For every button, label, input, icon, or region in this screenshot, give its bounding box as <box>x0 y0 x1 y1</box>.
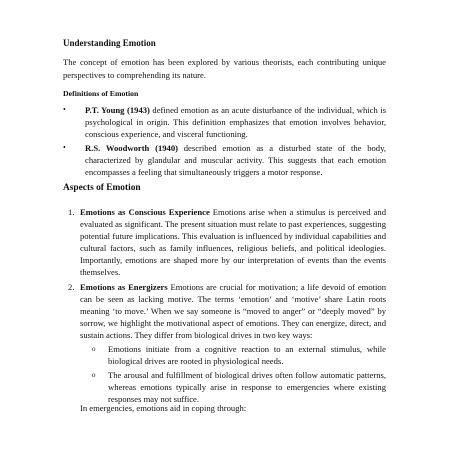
list-number: 2. <box>68 281 75 292</box>
sub-list-item <box>84 343 386 367</box>
aspect-title: Emotions as Energizers <box>80 281 168 292</box>
definition-author: P.T. Young (1943) <box>85 105 150 115</box>
closing-line: In emergencies, emotions aid in coping through: <box>80 403 247 413</box>
definition-item <box>63 142 386 178</box>
definition-author: R.S. Woodworth (1940) <box>85 143 178 154</box>
intro-paragraph: The concept of emotion has been explored by various theorists, each contributing unique perspectives to comprehending its nature. <box>63 57 386 80</box>
aspect-text: Emotions are crucial for motivation; a life devoid of emotion can be seen as lacking motive. The terms ‘emotion’ and ‘motive’ share Latin roots meaning ‘to move.’ When we say someone is “moved to anger” or “deeply moved” by sorrow, we highlight the motivational aspect of emotions. They can energize, direct, and sustain actions. They differ from biological drives in two key ways: <box>80 281 386 340</box>
bullet-icon: • <box>63 143 66 153</box>
bullet-icon: • <box>63 105 66 114</box>
document-title: Understanding Emotion <box>63 38 156 48</box>
circle-bullet-icon: o <box>92 345 96 354</box>
definition-text: described emotion as a disturbed state of the body, characterized by glandular and muscular activity. This suggests that each emotion encompasses a feeling that simultaneously triggers a motor response. <box>85 143 386 178</box>
circle-bullet-icon: o <box>92 371 96 380</box>
aspect-title: Emotions as Conscious Experience <box>80 207 210 217</box>
definitions-list <box>63 104 386 181</box>
aspect-item <box>63 206 386 279</box>
sub-list-item <box>84 369 386 405</box>
definition-item <box>63 104 386 140</box>
drive-differences-list <box>80 343 386 405</box>
sub-item-text: Emotions initiate from a cognitive reaction to an external stimulus, while biological drives are rooted in physiological needs. <box>108 344 386 367</box>
aspects-heading: Aspects of Emotion <box>63 183 141 193</box>
definitions-heading: Definitions of Emotion <box>63 89 139 98</box>
aspects-list <box>63 206 386 408</box>
aspect-item <box>63 281 386 406</box>
sub-item-text: The arousal and fulfillment of biological drives often follow automatic patterns, whereas emotions typically arise in response to emergencies where existing responses may not suffice. <box>108 370 386 405</box>
aspect-text: Emotions arise when a stimulus is perceived and evaluated as significant. The present situation must relate to past experiences, suggesting potential future implications. This evaluation is influenced by individual capabilities and cultural factors, such as family influences, religious beliefs, and political ideologies. Importantly, emotions are shaped more by our interpretation of events than the events themselves. <box>80 207 386 278</box>
definition-text: defined emotion as an acute disturbance of the individual, which is psychological in origin. This definition emphasizes that emotion involves behavior, conscious experience, and visceral functioning. <box>85 105 386 140</box>
list-number: 1. <box>68 207 75 217</box>
